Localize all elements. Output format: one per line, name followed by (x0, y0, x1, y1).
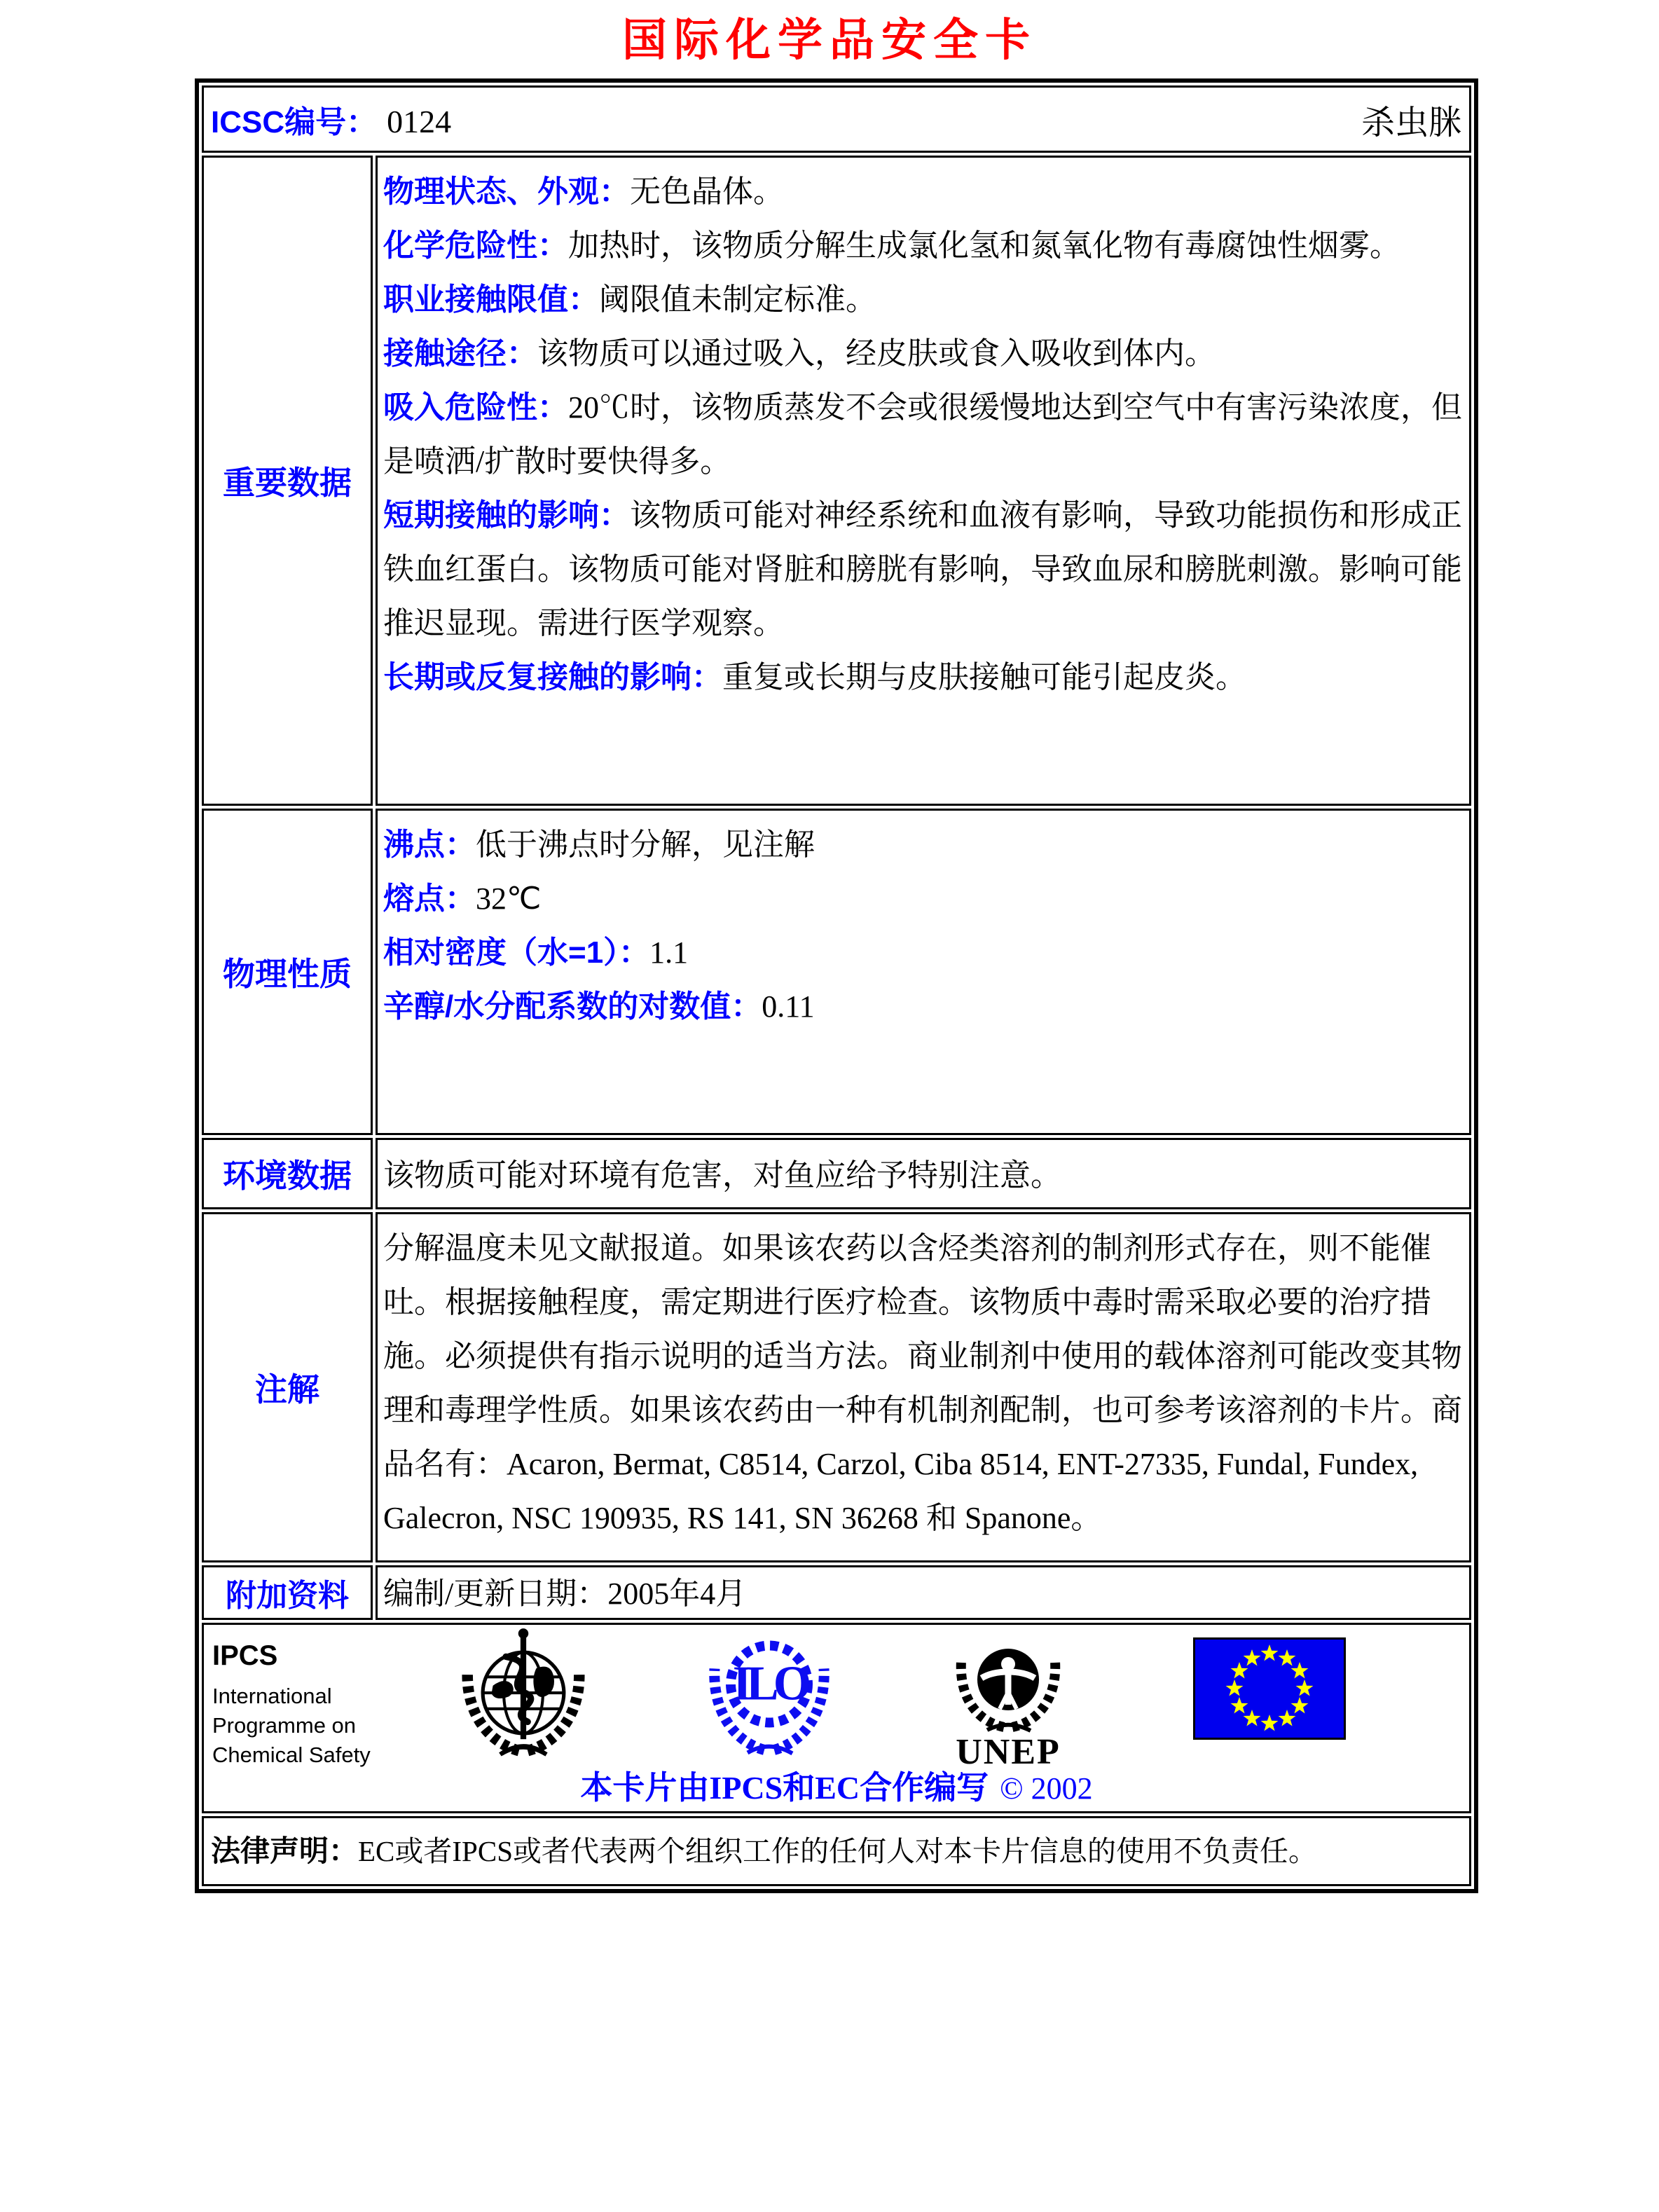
ilo-logo-text: ILO (732, 1656, 806, 1711)
item-text: 分解温度未见文献报道。如果该农药以含烃类溶剂的制剂形式存在，则不能催吐。根据接触程度，需定期进行医疗检查。该物质中毒时需采取必要的治疗措施。必须提供有指示说明的适当方法。商业制剂中使用的载体溶剂可能改变其物理和毒理学性质。如果该农药由一种有机制剂配制，也可参考该溶剂的卡片。商品名有：Acaron, Bermat, C8514, Carzol, Ciba 8514, ENT-27335, Fundal, Fundex, Galecron, NSC 190935, RS 141, SN 36268 和 Spanone。 (383, 1231, 1462, 1535)
item-text: 低于沸点时分解，见注解 (476, 827, 815, 862)
data-item (383, 219, 1462, 273)
data-item (383, 273, 1462, 327)
data-item (383, 1148, 1462, 1202)
ilo-logo-icon (703, 1626, 836, 1757)
credit-line (204, 1762, 1469, 1808)
page-title: 国际化学品安全卡 (622, 15, 1037, 65)
item-label: 物理状态、外观： (383, 174, 630, 209)
item-text: 32℃ (476, 881, 542, 916)
important-data-content (376, 156, 1471, 806)
legal-label: 法律声明： (211, 1834, 359, 1867)
section-label-notes: 注解 (202, 1212, 373, 1562)
safety-card-table (195, 78, 1478, 1893)
item-text: 重复或长期与皮肤接触可能引起皮炎。 (722, 660, 1246, 694)
data-item (383, 1574, 1462, 1614)
item-text: 加热时，该物质分解生成氯化氢和氮氧化物有毒腐蚀性烟雾。 (568, 228, 1400, 263)
data-item (383, 926, 1462, 980)
item-label: 接触途径： (383, 336, 537, 371)
icsc-number-group (211, 97, 451, 142)
item-label: 化学危险性： (383, 228, 568, 263)
legal-row (202, 1816, 1471, 1886)
item-text: 0.11 (762, 989, 815, 1024)
legal-text: EC或者IPCS或者代表两个组织工作的任何人对本卡片信息的使用不负责任。 (358, 1835, 1318, 1867)
copyright-text: © 2002 (1000, 1771, 1093, 1806)
item-text: 20℃时，该物质蒸发不会或很缓慢地达到空气中有害污染浓度，但是喷洒/扩散时要快得多。 (383, 390, 1462, 479)
section-label-important-data: 重要数据 (202, 156, 373, 806)
credit-text: 本卡片由IPCS和EC合作编写 (580, 1770, 989, 1806)
icsc-header-row (202, 85, 1471, 153)
data-item (383, 380, 1462, 488)
data-item (383, 872, 1462, 926)
ipcs-line: International (212, 1684, 332, 1708)
item-text: 该物质可以通过吸入，经皮肤或食入吸收到体内。 (537, 336, 1216, 371)
section-label-physical-properties: 物理性质 (202, 809, 373, 1135)
data-item (383, 488, 1462, 650)
data-item (383, 1221, 1462, 1545)
notes-content (376, 1212, 1471, 1562)
chemical-name: 杀虫脒 (1361, 104, 1462, 142)
item-text: 该物质可能对环境有危害，对鱼应给予特别注意。 (383, 1157, 1061, 1193)
item-label: 长期或反复接触的影响： (383, 660, 722, 694)
ipcs-line: Chemical Safety (212, 1743, 371, 1767)
additional-info-content (376, 1565, 1471, 1620)
item-label: 职业接触限值： (383, 282, 599, 317)
icsc-number-label: ICSC编号： (211, 105, 378, 139)
unep-logo-text: UNEP (956, 1732, 1061, 1772)
data-item (383, 650, 1462, 704)
environmental-data-content (376, 1138, 1471, 1209)
item-label: 沸点： (383, 827, 476, 862)
physical-properties-content (376, 809, 1471, 1135)
section-label-environmental-data: 环境数据 (202, 1138, 373, 1209)
item-label: 熔点： (383, 881, 476, 916)
ipcs-acronym: IPCS (212, 1640, 278, 1671)
data-item (383, 818, 1462, 872)
item-text: 编制/更新日期：2005年4月 (383, 1576, 747, 1611)
item-label: 短期接触的影响： (383, 498, 630, 533)
icsc-number-value: 0124 (387, 104, 452, 139)
item-label: 相对密度（水=1）： (383, 935, 650, 970)
ipcs-line: Programme on (212, 1713, 357, 1738)
unep-logo-icon (945, 1625, 1071, 1773)
item-text: 1.1 (649, 935, 689, 970)
item-text: 无色晶体。 (630, 174, 784, 209)
item-text: 该物质可能对神经系统和血液有影响，导致功能损伤和形成正铁血红蛋白。该物质可能对肾脏和膀胱有影响，导致血尿和膀胱刺激。影响可能推迟显现。需进行医学观察。 (383, 498, 1462, 640)
eu-flag-icon (1193, 1637, 1346, 1740)
data-item (383, 980, 1462, 1033)
section-label-additional-info: 附加资料 (202, 1565, 373, 1620)
item-text: 阈限值未制定标准。 (599, 282, 876, 317)
data-item (383, 165, 1462, 219)
who-logo-icon (458, 1626, 588, 1757)
item-label: 辛醇/水分配系数的对数值： (383, 989, 762, 1024)
item-label: 吸入危险性： (383, 390, 568, 425)
data-item (383, 327, 1462, 380)
ipcs-text-block (212, 1640, 371, 1770)
logos-row (202, 1623, 1471, 1813)
